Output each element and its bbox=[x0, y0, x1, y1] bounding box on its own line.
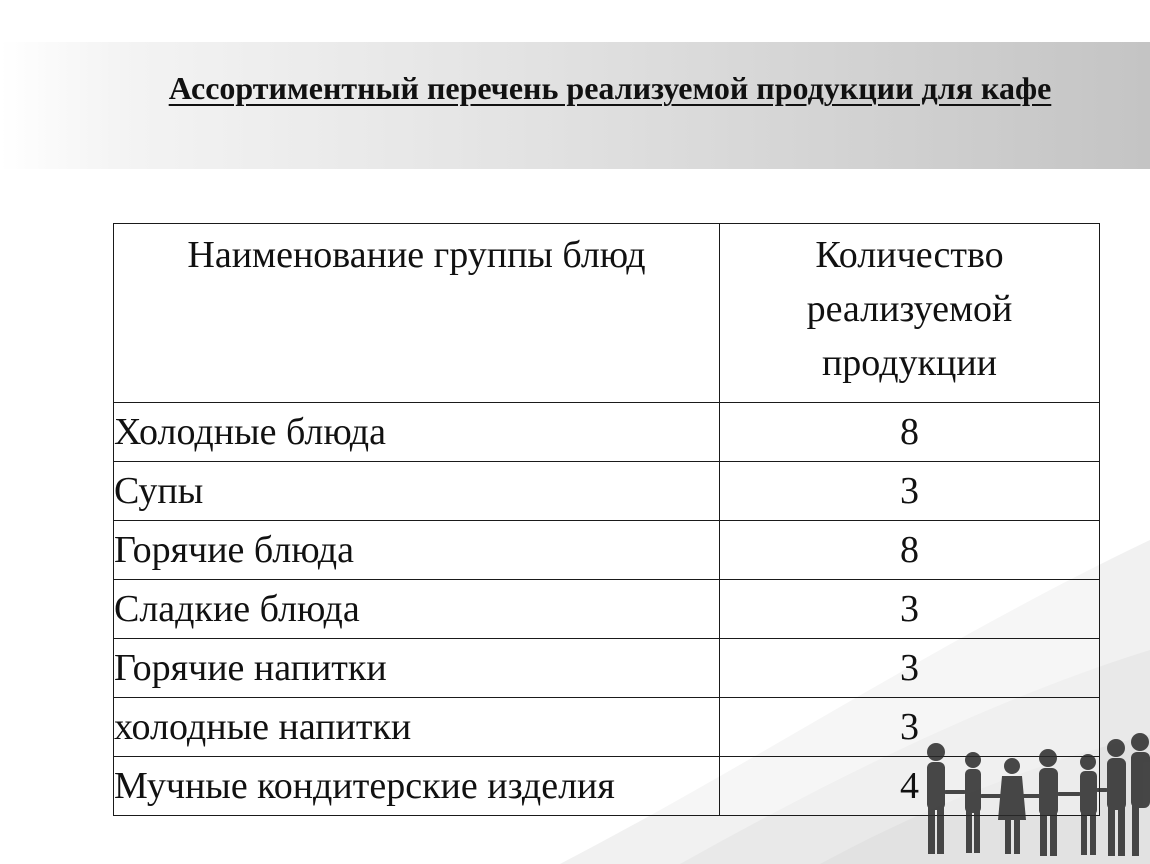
table-row bbox=[114, 580, 1100, 639]
row-quantity: 3 bbox=[720, 580, 1100, 639]
row-name: холодные напитки bbox=[114, 698, 720, 757]
table-row bbox=[114, 757, 1100, 816]
table-row bbox=[114, 639, 1100, 698]
row-quantity: 8 bbox=[720, 521, 1100, 580]
row-quantity: 4 bbox=[720, 757, 1100, 816]
row-name: Супы bbox=[114, 462, 720, 521]
row-quantity: 8 bbox=[720, 403, 1100, 462]
table-row bbox=[114, 403, 1100, 462]
assortment-table bbox=[113, 223, 1100, 816]
column-header-name: Наименование группы блюд bbox=[114, 224, 720, 403]
row-quantity: 3 bbox=[720, 462, 1100, 521]
row-quantity: 3 bbox=[720, 698, 1100, 757]
page-title: Ассортиментный перечень реализуемой продукции для кафе bbox=[168, 70, 1052, 106]
row-name: Холодные блюда bbox=[114, 403, 720, 462]
row-name: Сладкие блюда bbox=[114, 580, 720, 639]
table-row bbox=[114, 462, 1100, 521]
table-row bbox=[114, 521, 1100, 580]
table-row bbox=[114, 698, 1100, 757]
row-quantity: 3 bbox=[720, 639, 1100, 698]
row-name: Горячие напитки bbox=[114, 639, 720, 698]
table-header-row bbox=[114, 224, 1100, 403]
column-header-quantity: Количество реализуемой продукции bbox=[720, 224, 1100, 403]
row-name: Мучные кондитерские изделия bbox=[114, 757, 720, 816]
row-name: Горячие блюда bbox=[114, 521, 720, 580]
